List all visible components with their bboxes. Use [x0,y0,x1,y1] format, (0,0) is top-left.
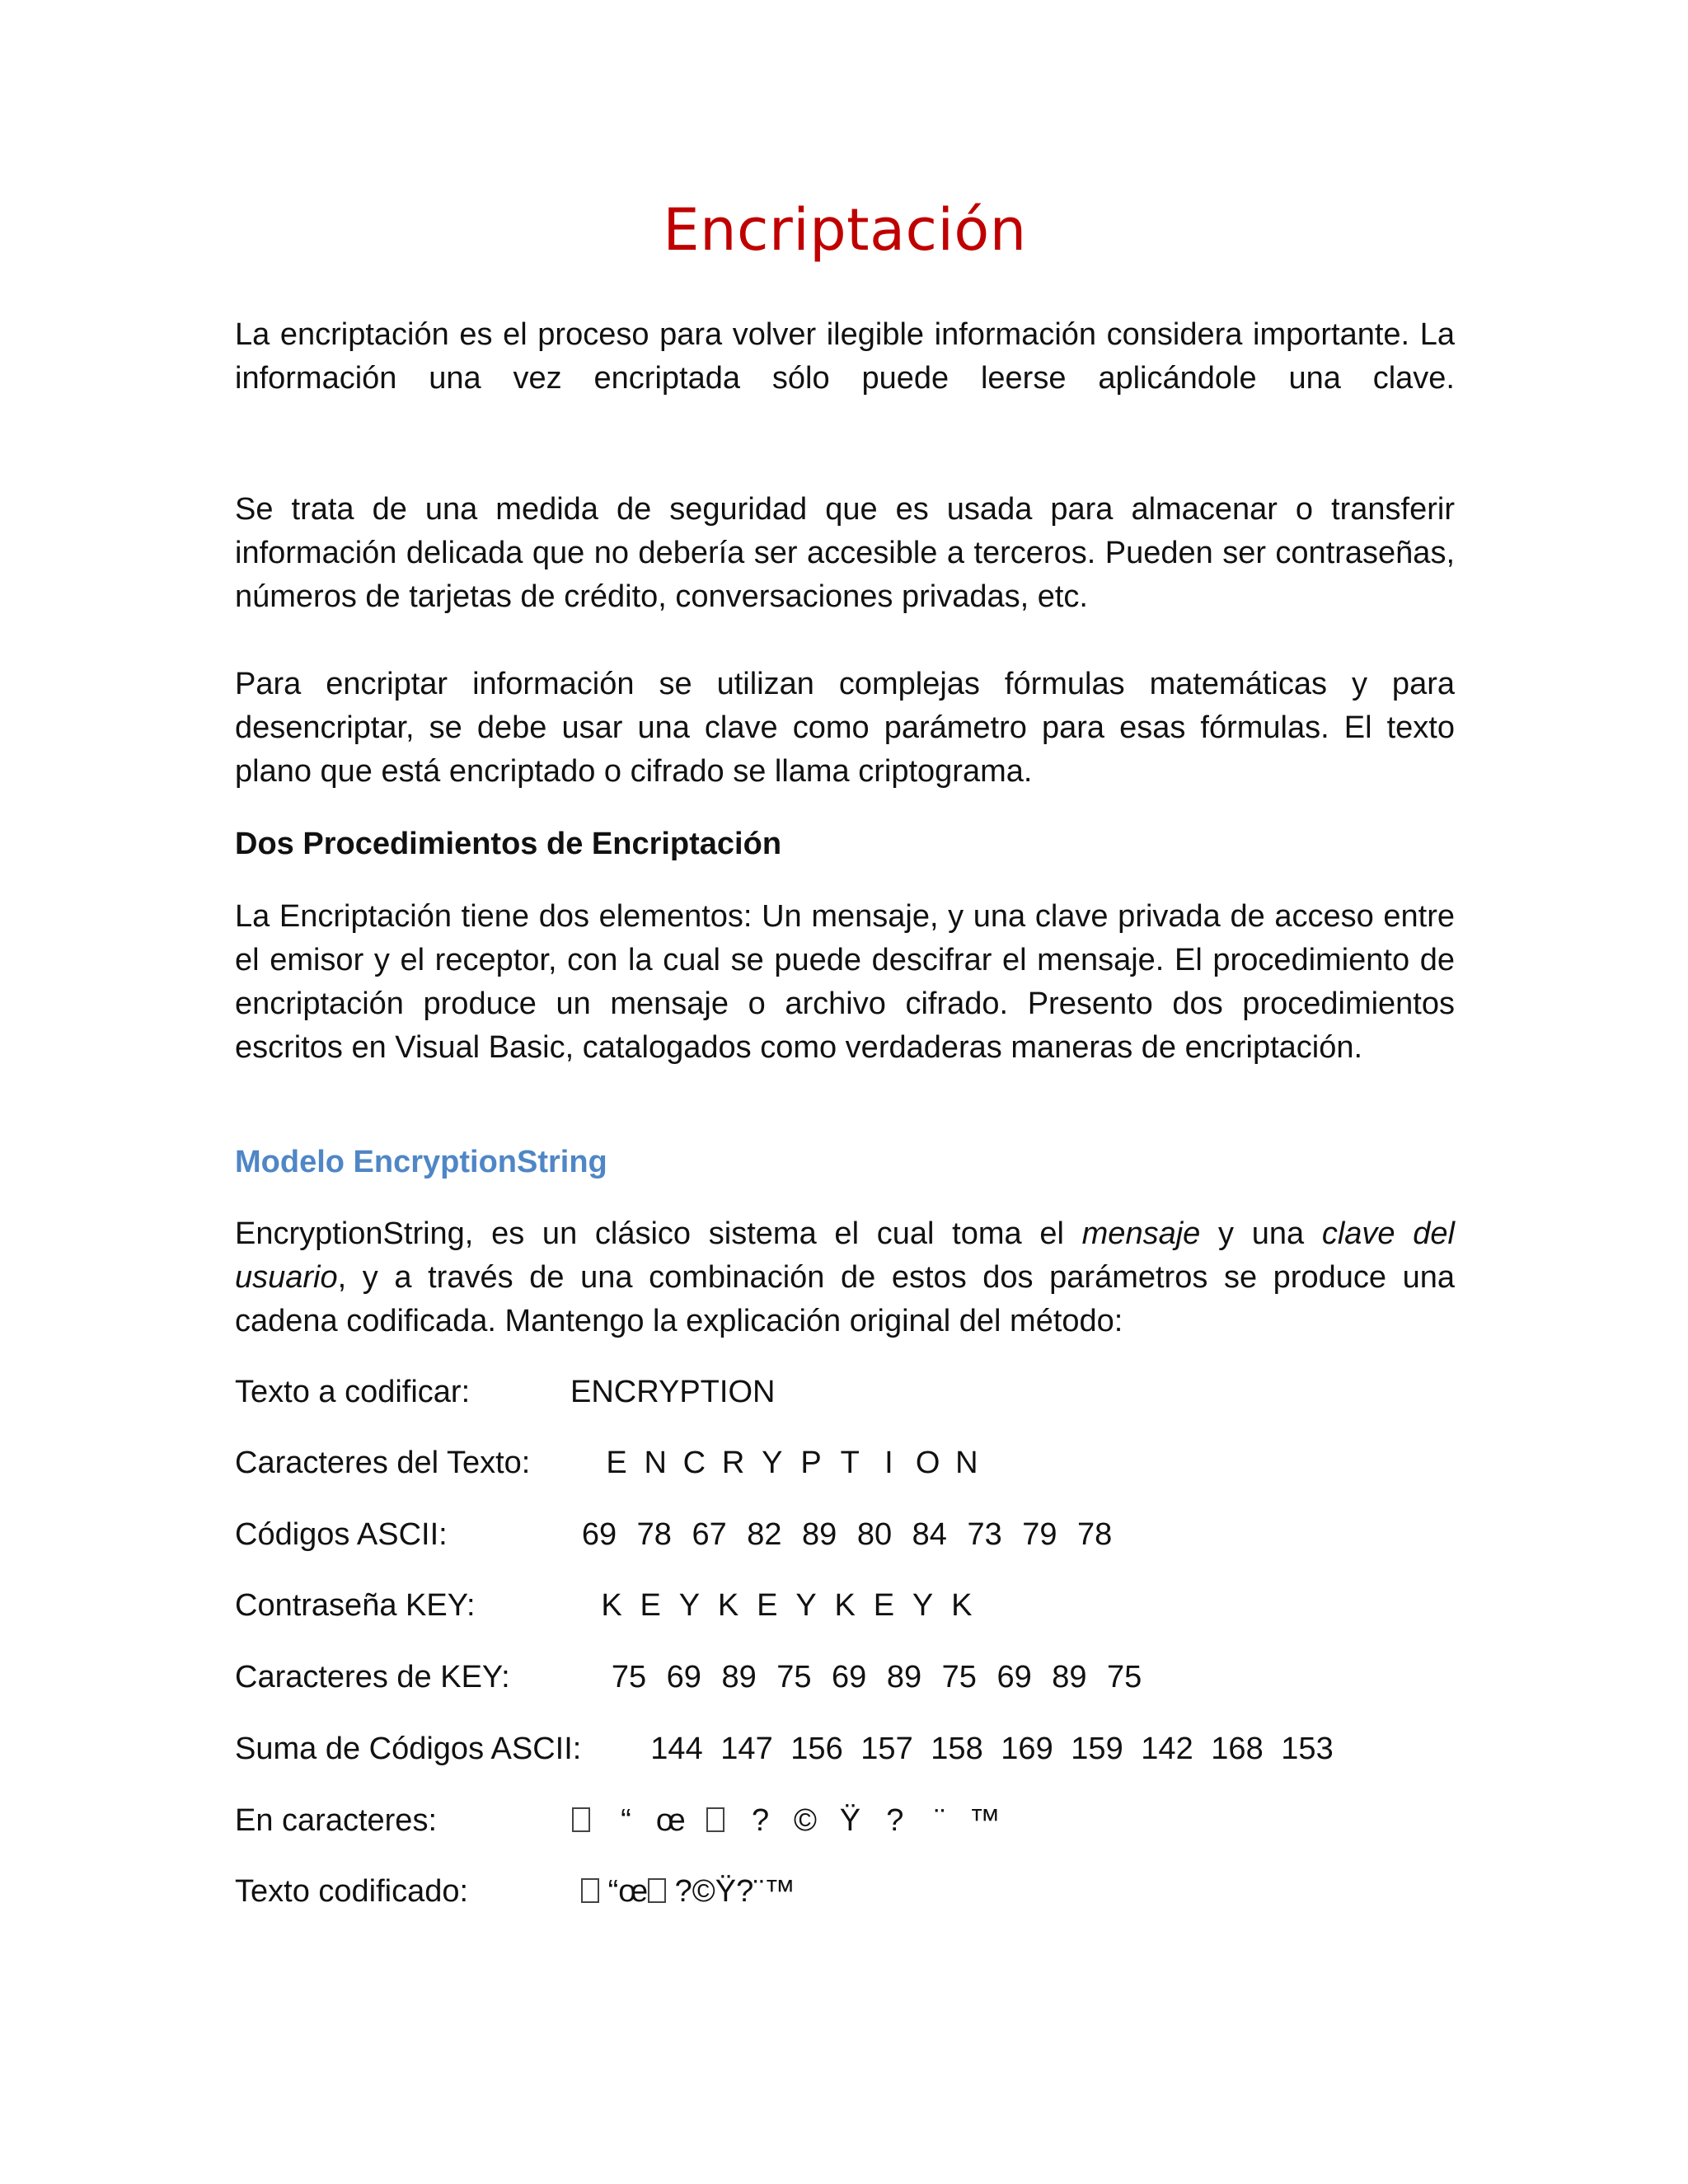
ascii-code-7: 84 [912,1517,947,1552]
text-char-3: C [682,1446,706,1480]
text-char-9: O [915,1446,940,1480]
key-code-4: 75 [776,1660,812,1694]
key-code-8: 69 [996,1660,1032,1694]
row-caracteres-key [235,1656,1455,1699]
key-char-4: K [717,1588,739,1623]
result-char-1 [572,1799,590,1843]
ascii-code-6: 80 [856,1517,893,1552]
row-contrasena-key [235,1584,1455,1628]
row-codigos-ascii [235,1513,1455,1557]
row-label: En caracteres: [235,1803,437,1838]
intro-paragraph-3-text: Para encriptar información se utilizan complejas fórmulas matemáticas y para desencriptar, se debe usar una clave como parámetro para esas fórmulas. El texto plano que está encriptado o cifrado se llama criptograma. [235,667,1455,789]
result-char-10: ™ [968,1803,1001,1838]
result-char-4 [706,1799,724,1843]
text-char-5: Y [762,1446,783,1480]
ascii-code-5: 89 [802,1517,837,1552]
section-procedures-body-text: La Encriptación tiene dos elementos: Un mensaje, y una clave privada de acceso entre el emisor y el receptor, con la cual se puede descifrar el mensaje. El procedimiento de encriptación produce un mensaje o archivo cifrado. Presento dos procedimientos escritos en Visual Basic, catalogados como verdaderas maneras de encriptación. [235,899,1455,1065]
body-text-part-c: , y a través de una combinación de estos dos parámetros se produce una cadena codificada. Mantengo la explicación original del método: [235,1260,1455,1338]
row-texto-codificado [235,1870,1455,1914]
key-char-5: E [757,1588,778,1623]
key-char-6: Y [795,1588,817,1623]
row-label: Caracteres del Texto: [235,1446,531,1480]
result-char-9: ¨ [934,1803,945,1838]
key-code-5: 69 [832,1660,867,1694]
row-caracteres-texto [235,1441,1455,1485]
text-char-10: N [955,1446,978,1480]
row-label: Texto codificado: [235,1874,469,1909]
row-texto-a-codificar [235,1371,1455,1414]
ascii-sum-5: 158 [931,1732,983,1766]
ascii-sum-10: 153 [1281,1732,1334,1766]
row-en-caracteres [235,1799,1455,1843]
section-encryptionstring-body [235,1212,1455,1343]
ascii-sum-9: 168 [1211,1732,1264,1766]
body-text-part-b: y una [1200,1216,1322,1251]
row-value [581,1870,795,1914]
ascii-code-2: 78 [636,1517,672,1552]
key-code-1: 75 [611,1660,647,1694]
text-char-7: T [840,1446,860,1480]
key-char-10: K [951,1588,973,1623]
row-suma-ascii [235,1727,1455,1771]
missing-glyph-box [581,1878,599,1903]
ascii-code-4: 82 [747,1517,782,1552]
coded-part-2: ?©Ÿ?¨™ [666,1874,795,1909]
text-char-1: E [606,1446,627,1480]
ascii-sum-4: 157 [860,1732,913,1766]
missing-glyph-box [572,1807,590,1832]
ascii-sum-6: 169 [1001,1732,1053,1766]
ascii-code-3: 67 [692,1517,727,1552]
ascii-sum-1: 144 [650,1732,703,1766]
key-char-1: K [601,1588,622,1623]
ascii-sum-7: 159 [1071,1732,1123,1766]
ascii-code-8: 73 [967,1517,1002,1552]
ascii-sum-2: 147 [720,1732,773,1766]
intro-paragraph-2 [235,488,1455,619]
text-char-8: I [884,1446,893,1480]
text-char-2: N [644,1446,667,1480]
row-label: Caracteres de KEY: [235,1660,510,1694]
row-label: Códigos ASCII: [235,1517,448,1552]
result-char-5: ? [752,1803,770,1838]
text-char-6: P [800,1446,822,1480]
section-heading-encryptionstring: Modelo EncryptionString [235,1145,607,1179]
section-procedures-body [235,895,1455,1070]
key-char-9: Y [912,1588,934,1623]
result-char-6: © [794,1803,817,1838]
row-value: ENCRYPTION [570,1375,776,1409]
key-char-3: Y [678,1588,701,1623]
ascii-code-10: 78 [1077,1517,1113,1552]
page-title: Encriptación [663,196,1027,264]
ascii-code-1: 69 [581,1517,617,1552]
result-char-7: Ÿ [839,1803,861,1838]
result-char-2: “ [621,1803,631,1838]
key-char-2: E [640,1588,661,1623]
missing-glyph-box [648,1878,666,1903]
key-code-7: 75 [941,1660,977,1694]
row-label: Contraseña KEY: [235,1588,476,1623]
intro-paragraph-1 [235,313,1455,401]
key-code-2: 69 [666,1660,701,1694]
ascii-sum-3: 156 [790,1732,843,1766]
section-heading-procedures: Dos Procedimientos de Encriptación [235,827,782,861]
key-char-7: K [834,1588,856,1623]
key-code-3: 89 [721,1660,757,1694]
body-text-part-a: EncryptionString, es un clásico sistema el cual toma el [235,1216,1082,1251]
intro-paragraph-1-text: La encriptación es el proceso para volver ilegible información considera importante. La información una vez encriptada sólo puede leerse aplicándole una clave. [235,317,1455,396]
key-code-9: 89 [1052,1660,1087,1694]
row-label: Texto a codificar: [235,1375,471,1409]
ascii-code-9: 79 [1022,1517,1057,1552]
missing-glyph-box [706,1807,724,1832]
ascii-sum-8: 142 [1141,1732,1193,1766]
intro-paragraph-3 [235,663,1455,794]
row-label: Suma de Códigos ASCII: [235,1732,582,1766]
key-code-10: 75 [1107,1660,1142,1694]
result-char-8: ? [886,1803,904,1838]
body-emphasis-mensaje: mensaje [1081,1216,1201,1251]
key-code-6: 89 [886,1660,922,1694]
result-char-3: œ [655,1803,686,1838]
text-char-4: R [721,1446,745,1480]
key-char-8: E [873,1588,895,1623]
intro-paragraph-2-text: Se trata de una medida de seguridad que es usada para almacenar o transferir información delicada que no debería ser accesible a terceros. Pueden ser contraseñas, números de tarjetas de crédito, conversaciones privadas, etc. [235,492,1455,614]
coded-part-1: “œ [607,1874,649,1909]
body-emphasis-clave: clave del usuario [235,1216,1455,1295]
